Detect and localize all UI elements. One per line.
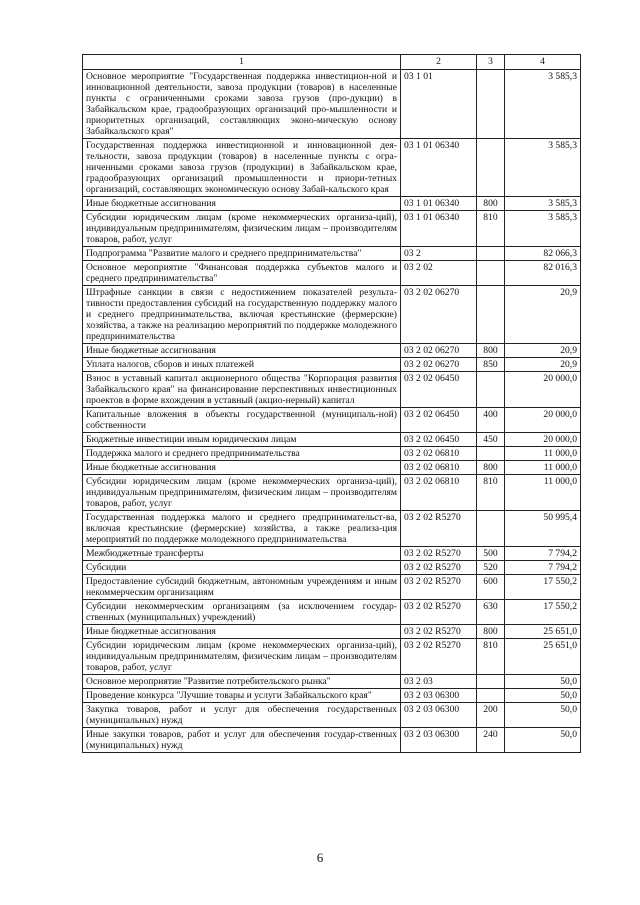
row-amount-cell: 20 000,0 <box>505 408 581 433</box>
table-row <box>83 408 581 433</box>
row-amount-cell: 11 000,0 <box>505 475 581 511</box>
row-name-cell: Основное мероприятие "Государственная поддержка инвестицион-ной и инновационной деятельности, завоза продукции (товаров) в населенные пункты с ограниченными сроками завоза грузов (про-дукции) в Забайкальском крае, градообразующих организаций про-мышленности и приоритетных организаций, составляющих эконо-мическую основу Забайкальского края" <box>83 70 401 139</box>
row-code-cell: 03 2 02 R5270 <box>401 625 477 639</box>
row-kvr-cell: 520 <box>477 561 505 575</box>
table-row <box>83 689 581 703</box>
table-row <box>83 461 581 475</box>
table-row <box>83 211 581 247</box>
row-kvr-cell <box>477 70 505 139</box>
row-kvr-cell <box>477 689 505 703</box>
row-amount-cell: 3 585,3 <box>505 139 581 197</box>
table-row <box>83 600 581 625</box>
budget-table <box>82 54 581 753</box>
header-col-3: 3 <box>477 55 505 70</box>
row-amount-cell: 82 016,3 <box>505 261 581 286</box>
row-name-cell: Иные бюджетные ассигнования <box>83 625 401 639</box>
row-code-cell: 03 2 02 R5270 <box>401 547 477 561</box>
row-code-cell: 03 2 03 <box>401 675 477 689</box>
row-code-cell: 03 1 01 06340 <box>401 139 477 197</box>
row-amount-cell: 11 000,0 <box>505 447 581 461</box>
row-name-cell: Закупка товаров, работ и услуг для обеспечения государственных (муниципальных) нужд <box>83 703 401 728</box>
row-amount-cell: 50 995,4 <box>505 511 581 547</box>
row-code-cell: 03 2 02 06810 <box>401 447 477 461</box>
row-amount-cell: 17 550,2 <box>505 575 581 600</box>
row-code-cell: 03 1 01 06340 <box>401 211 477 247</box>
row-kvr-cell <box>477 447 505 461</box>
row-kvr-cell: 240 <box>477 728 505 753</box>
table-row <box>83 447 581 461</box>
row-name-cell: Иные бюджетные ассигнования <box>83 197 401 211</box>
table-row <box>83 511 581 547</box>
page-number: 6 <box>316 850 324 865</box>
row-code-cell: 03 2 02 06450 <box>401 433 477 447</box>
row-code-cell: 03 1 01 <box>401 70 477 139</box>
row-name-cell: Субсидии юридическим лицам (кроме некоммерческих организа-ций), индивидуальным предпринимателям, физическим лицам – производителям товаров, работ, услуг <box>83 639 401 675</box>
row-amount-cell: 3 585,3 <box>505 197 581 211</box>
table-row <box>83 547 581 561</box>
row-amount-cell: 17 550,2 <box>505 600 581 625</box>
table-row <box>83 358 581 372</box>
row-name-cell: Субсидии юридическим лицам (кроме некоммерческих организа-ций), индивидуальным предпринимателям, физическим лицам – производителям товаров, работ, услуг <box>83 211 401 247</box>
row-amount-cell: 82 066,3 <box>505 247 581 261</box>
row-kvr-cell: 200 <box>477 703 505 728</box>
row-amount-cell: 20,9 <box>505 286 581 344</box>
row-kvr-cell: 800 <box>477 197 505 211</box>
row-code-cell: 03 2 02 06810 <box>401 475 477 511</box>
row-code-cell: 03 2 02 06270 <box>401 344 477 358</box>
table-row <box>83 247 581 261</box>
row-name-cell: Капитальные вложения в объекты государственной (муниципаль-ной) собственности <box>83 408 401 433</box>
row-kvr-cell <box>477 261 505 286</box>
row-kvr-cell: 450 <box>477 433 505 447</box>
table-row <box>83 261 581 286</box>
row-code-cell: 03 1 01 06340 <box>401 197 477 211</box>
header-col-2: 2 <box>401 55 477 70</box>
row-code-cell: 03 2 03 06300 <box>401 728 477 753</box>
table-row <box>83 561 581 575</box>
row-amount-cell: 3 585,3 <box>505 70 581 139</box>
row-kvr-cell: 810 <box>477 639 505 675</box>
row-name-cell: Субсидии <box>83 561 401 575</box>
row-amount-cell: 7 794,2 <box>505 547 581 561</box>
row-name-cell: Основное мероприятие "Финансовая поддержка субъектов малого и среднего предпринимательства" <box>83 261 401 286</box>
row-kvr-cell: 800 <box>477 625 505 639</box>
row-amount-cell: 3 585,3 <box>505 211 581 247</box>
row-code-cell: 03 2 02 06810 <box>401 461 477 475</box>
row-name-cell: Иные бюджетные ассигнования <box>83 344 401 358</box>
row-kvr-cell: 810 <box>477 211 505 247</box>
row-name-cell: Иные закупки товаров, работ и услуг для обеспечения государ-ственных (муниципальных) нужд <box>83 728 401 753</box>
row-name-cell: Государственная поддержка малого и среднего предпринимательст-ва, включая крестьянские (фермерские) хозяйства, а также реализа-ция мероприятий по поддержке молодежного предпринимательства <box>83 511 401 547</box>
table-row <box>83 70 581 139</box>
row-amount-cell: 50,0 <box>505 728 581 753</box>
row-amount-cell: 20 000,0 <box>505 372 581 408</box>
row-name-cell: Межбюджетные трансферты <box>83 547 401 561</box>
row-name-cell: Государственная поддержка инвестиционной и инновационной дея-тельности, завоза продукции (товаров) в населенные пункты с огра-ниченными сроками завоза грузов (продукции) в Забайкальском крае, градообразующих организаций промышленности и приори-тетных организаций, составляющих экономическую основу Забай-кальского края <box>83 139 401 197</box>
row-name-cell: Поддержка малого и среднего предпринимательства <box>83 447 401 461</box>
row-kvr-cell <box>477 247 505 261</box>
row-amount-cell: 50,0 <box>505 675 581 689</box>
table-row <box>83 475 581 511</box>
row-kvr-cell <box>477 286 505 344</box>
row-kvr-cell: 600 <box>477 575 505 600</box>
table-row <box>83 372 581 408</box>
row-kvr-cell: 630 <box>477 600 505 625</box>
table-row <box>83 286 581 344</box>
table-row <box>83 703 581 728</box>
table-row <box>83 433 581 447</box>
row-code-cell: 03 2 02 R5270 <box>401 575 477 600</box>
row-name-cell: Взнос в уставный капитал акционерного общества "Корпорация развития Забайкальского края" на финансирование перспективных инвестиционных проектов в форме вхождения в уставный (акцио-нерный) капитал <box>83 372 401 408</box>
row-code-cell: 03 2 02 R5270 <box>401 511 477 547</box>
row-code-cell: 03 2 02 R5270 <box>401 561 477 575</box>
row-code-cell: 03 2 02 06270 <box>401 358 477 372</box>
row-kvr-cell: 500 <box>477 547 505 561</box>
row-amount-cell: 25 651,0 <box>505 625 581 639</box>
table-body <box>83 70 581 753</box>
row-kvr-cell <box>477 372 505 408</box>
row-amount-cell: 11 000,0 <box>505 461 581 475</box>
row-kvr-cell: 800 <box>477 344 505 358</box>
table-row <box>83 197 581 211</box>
table-row <box>83 575 581 600</box>
row-amount-cell: 50,0 <box>505 703 581 728</box>
row-name-cell: Подпрограмма "Развитие малого и среднего предпринимательства" <box>83 247 401 261</box>
row-code-cell: 03 2 03 06300 <box>401 689 477 703</box>
row-amount-cell: 20 000,0 <box>505 433 581 447</box>
row-name-cell: Иные бюджетные ассигнования <box>83 461 401 475</box>
row-code-cell: 03 2 02 06270 <box>401 286 477 344</box>
row-name-cell: Проведение конкурса "Лучшие товары и услуги Забайкальского края" <box>83 689 401 703</box>
row-amount-cell: 50,0 <box>505 689 581 703</box>
row-kvr-cell: 850 <box>477 358 505 372</box>
row-amount-cell: 20,9 <box>505 344 581 358</box>
row-code-cell: 03 2 02 R5270 <box>401 639 477 675</box>
row-code-cell: 03 2 02 06450 <box>401 408 477 433</box>
row-code-cell: 03 2 02 <box>401 261 477 286</box>
row-kvr-cell <box>477 511 505 547</box>
row-name-cell: Предоставление субсидий бюджетным, автономным учреждениям и иным некоммерческим организациям <box>83 575 401 600</box>
row-kvr-cell: 800 <box>477 461 505 475</box>
row-amount-cell: 25 651,0 <box>505 639 581 675</box>
row-name-cell: Бюджетные инвестиции иным юридическим лицам <box>83 433 401 447</box>
row-name-cell: Штрафные санкции в связи с недостижением показателей результа-тивности предоставления субсидий на государственную поддержку малого и среднего предпринимательства, включая крестьянские (фермерские) хозяйства, а также на реализацию мероприятий по поддержке молодежного предпринимательства <box>83 286 401 344</box>
table-row <box>83 728 581 753</box>
row-code-cell: 03 2 <box>401 247 477 261</box>
table-row <box>83 675 581 689</box>
header-col-1: 1 <box>83 55 401 70</box>
row-code-cell: 03 2 02 R5270 <box>401 600 477 625</box>
row-amount-cell: 7 794,2 <box>505 561 581 575</box>
row-name-cell: Субсидии юридическим лицам (кроме некоммерческих организа-ций), индивидуальным предпринимателям, физическим лицам – производителям товаров, работ, услуг <box>83 475 401 511</box>
table-row <box>83 639 581 675</box>
row-kvr-cell: 400 <box>477 408 505 433</box>
header-col-4: 4 <box>505 55 581 70</box>
row-name-cell: Основное мероприятие "Развитие потребительского рынка" <box>83 675 401 689</box>
row-name-cell: Уплата налогов, сборов и иных платежей <box>83 358 401 372</box>
row-name-cell: Субсидии некоммерческим организациям (за исключением государ-ственных (муниципальных) учреждений) <box>83 600 401 625</box>
table-row <box>83 139 581 197</box>
row-kvr-cell <box>477 139 505 197</box>
table-row <box>83 625 581 639</box>
row-kvr-cell <box>477 675 505 689</box>
table-row <box>83 344 581 358</box>
row-kvr-cell: 810 <box>477 475 505 511</box>
row-code-cell: 03 2 03 06300 <box>401 703 477 728</box>
row-code-cell: 03 2 02 06450 <box>401 372 477 408</box>
header-row <box>83 55 581 70</box>
row-amount-cell: 20,9 <box>505 358 581 372</box>
